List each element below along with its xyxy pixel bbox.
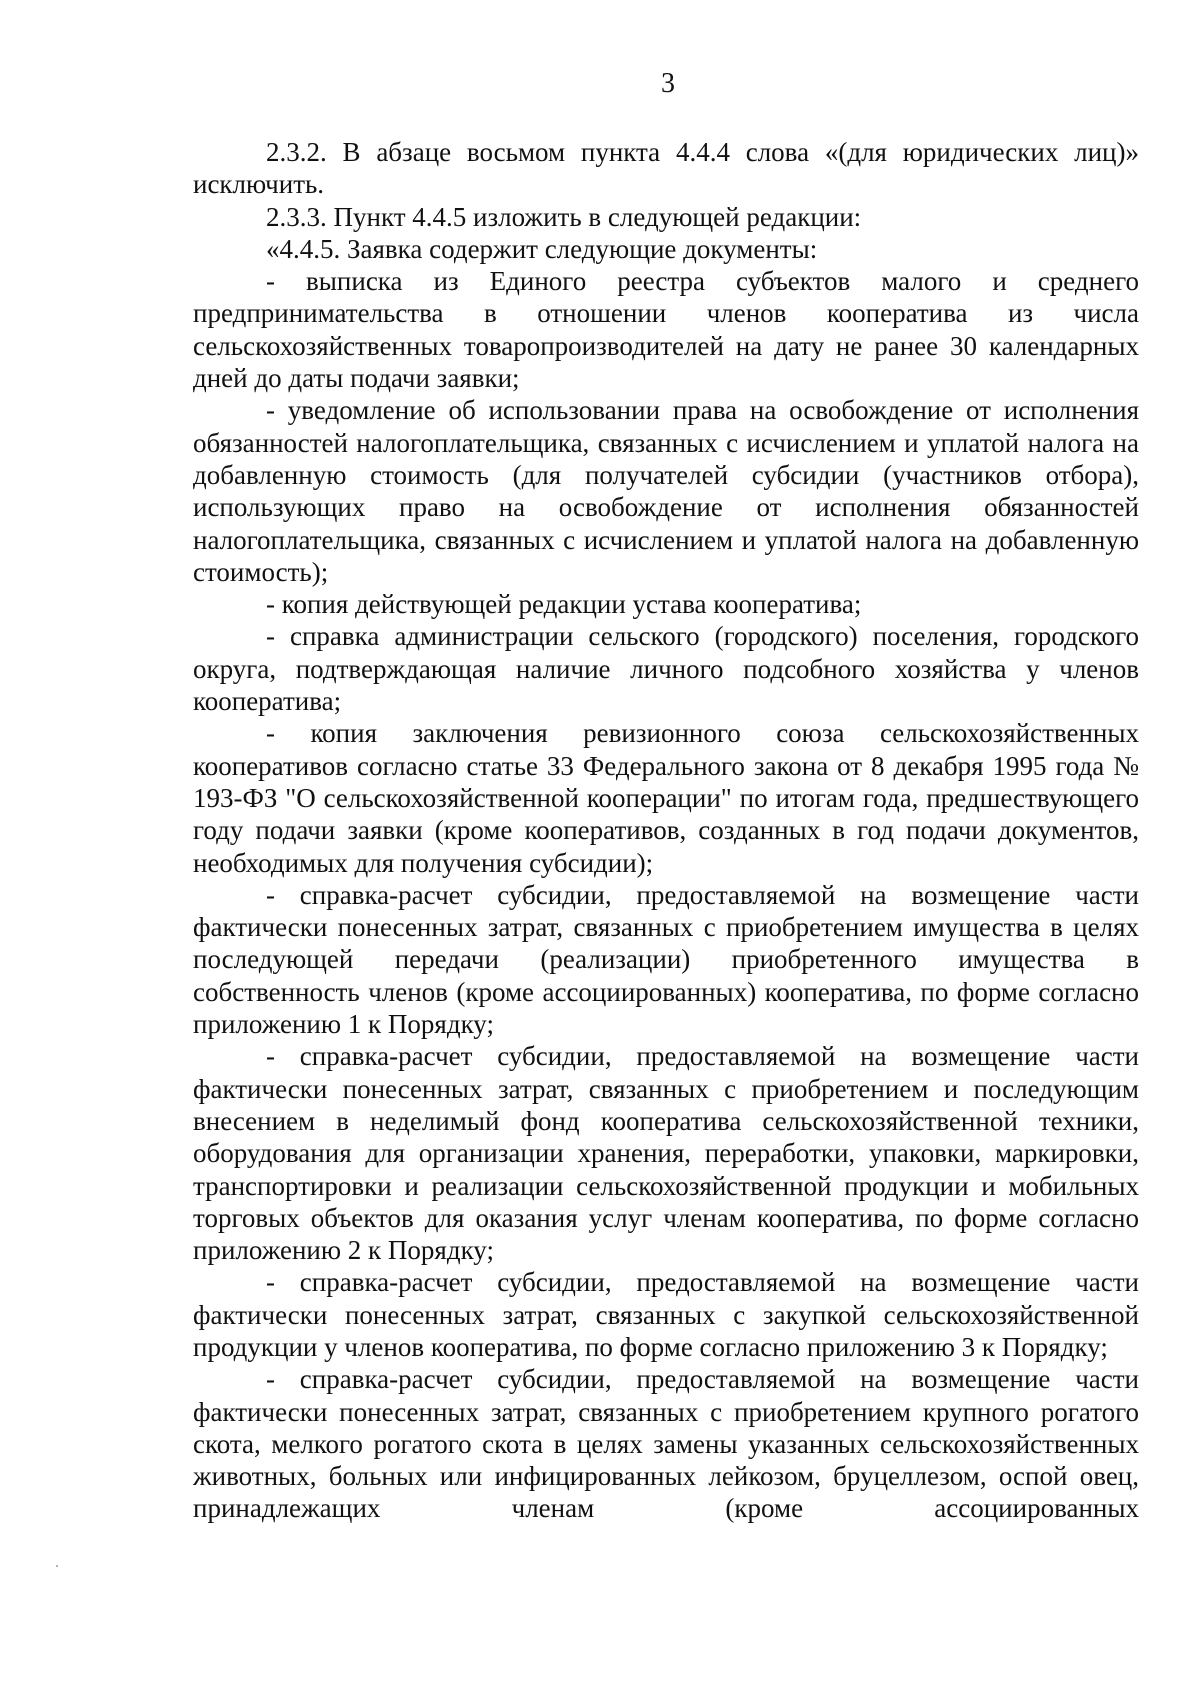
list-item-registry-extract: - выписка из Единого реестра субъектов малого и среднего предпринимательства в отношении членов кооператива из числа сельскохозяйственных товаропроизводителей на дату не ранее 30 календарных дней до даты подачи заявки; (193, 266, 1139, 394)
scan-speck (56, 1565, 58, 1567)
list-item-charter-copy: - копия действующей редакции устава кооператива; (266, 589, 862, 620)
document-body (193, 136, 1139, 1525)
list-item-vat-notification: - уведомление об использовании права на освобождение от исполнения обязанностей налогоплательщика, связанных с исчислением и уплатой налога на добавленную стоимость (для получателей субсидии (участников отбора), использующих право на освобождение от исполнения обязанностей налогоплательщика, связанных с исчислением и уплатой налога на добавленную стоимость); (193, 395, 1139, 587)
list-item-calculation-appendix-1: - справка-расчет субсидии, предоставляемой на возмещение части фактически понесенных затрат, связанных с приобретением имущества в целях последующей передачи (реализации) приобретенного имущества в собственность членов (кроме ассоциированных) кооператива, по форме согласно приложению 1 к Порядку; (193, 879, 1139, 1040)
paragraph-2-3-2: 2.3.2. В абзаце восьмом пункта 4.4.4 слова «(для юридических лиц)» исключить. (193, 137, 1139, 200)
list-item-calculation-appendix-3: - справка-расчет субсидии, предоставляемой на возмещение части фактически понесенных затрат, связанных с закупкой сельскохозяйственной продукции у членов кооператива, по форме согласно приложению 3 к Порядку; (193, 1267, 1139, 1362)
list-item-audit-union-conclusion: - копия заключения ревизионного союза сельскохозяйственных кооперативов согласно статье 33 Федерального закона от 8 декабря 1995 года № 193-ФЗ "О сельскохозяйственной кооперации" по итогам года, предшествующего году подачи заявки (кроме кооперативов, созданных в год подачи документов, необходимых для получения субсидии); (193, 718, 1139, 878)
list-item-administration-certificate: - справка администрации сельского (городского) поселения, городского округа, подтверждающая наличие личного подсобного хозяйства у членов кооператива; (193, 621, 1139, 717)
paragraph-4-4-5-intro: «4.4.5. Заявка содержит следующие документы: (266, 233, 818, 264)
page-number: 3 (661, 68, 675, 99)
list-item-calculation-appendix-2: - справка-расчет субсидии, предоставляемой на возмещение части фактически понесенных затрат, связанных с приобретением и последующим внесением в неделимый фонд кооператива сельскохозяйственной техники, оборудования для организации хранения, переработки, упаковки, маркировки, транспортировки и реализации сельскохозяйственной продукции и мобильных торговых объектов для оказания услуг членам кооператива, по форме согласно приложению 2 к Порядку; (193, 1041, 1139, 1266)
list-item-calculation-livestock: - справка-расчет субсидии, предоставляемой на возмещение части фактически понесенных затрат, связанных с приобретением крупного рогатого скота, мелкого рогатого скота в целях замены указанных сельскохозяйственных животных, больных или инфицированных лейкозом, бруцеллезом, оспой овец, принадлежащих членам (кроме ассоциированных (193, 1364, 1139, 1524)
paragraph-2-3-3: 2.3.3. Пункт 4.4.5 изложить в следующей редакции: (266, 201, 862, 232)
